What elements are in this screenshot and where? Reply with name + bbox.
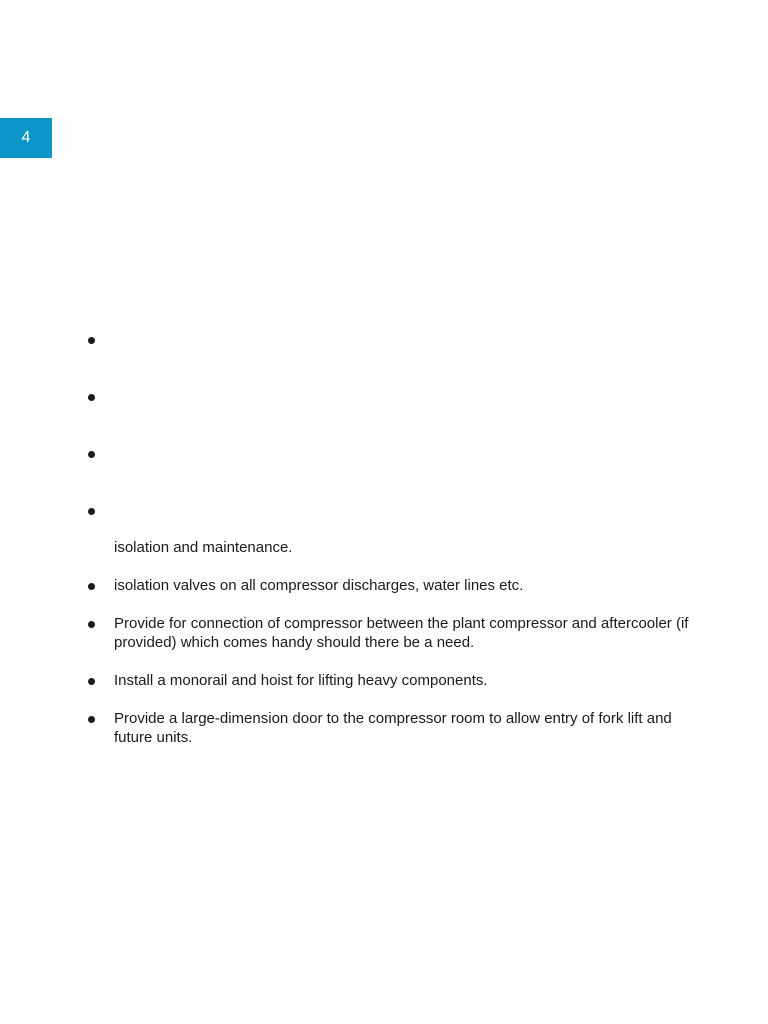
bullet-icon xyxy=(88,394,95,401)
list-item xyxy=(86,709,696,747)
list-item xyxy=(86,671,696,690)
bullet-icon xyxy=(88,621,95,628)
list-item-empty xyxy=(86,330,696,349)
list-item xyxy=(86,576,696,595)
bullet-icon xyxy=(88,716,95,723)
page-number-tab xyxy=(0,118,52,158)
bullet-icon xyxy=(88,508,95,515)
list-item-empty xyxy=(86,501,696,520)
list-item-continuation: isolation and maintenance. xyxy=(114,539,293,556)
list-item xyxy=(86,614,696,652)
bullet-icon xyxy=(88,678,95,685)
bullet-icon xyxy=(88,337,95,344)
list-item-empty xyxy=(86,387,696,406)
bullet-list xyxy=(86,330,696,766)
bullet-icon xyxy=(88,583,95,590)
bullet-icon xyxy=(88,451,95,458)
list-item-text: isolation valves on all compressor discharges, water lines etc. xyxy=(114,577,524,594)
list-item-empty xyxy=(86,444,696,463)
list-item-text: Provide a large-dimension door to the compressor room to allow entry of fork lift and future units. xyxy=(114,710,672,746)
list-item-text: Provide for connection of compressor between the plant compressor and aftercooler (if provided) which comes handy should there be a need. xyxy=(114,615,689,651)
page-number: 4 xyxy=(21,129,31,146)
list-item-text: Install a monorail and hoist for lifting heavy components. xyxy=(114,672,488,689)
